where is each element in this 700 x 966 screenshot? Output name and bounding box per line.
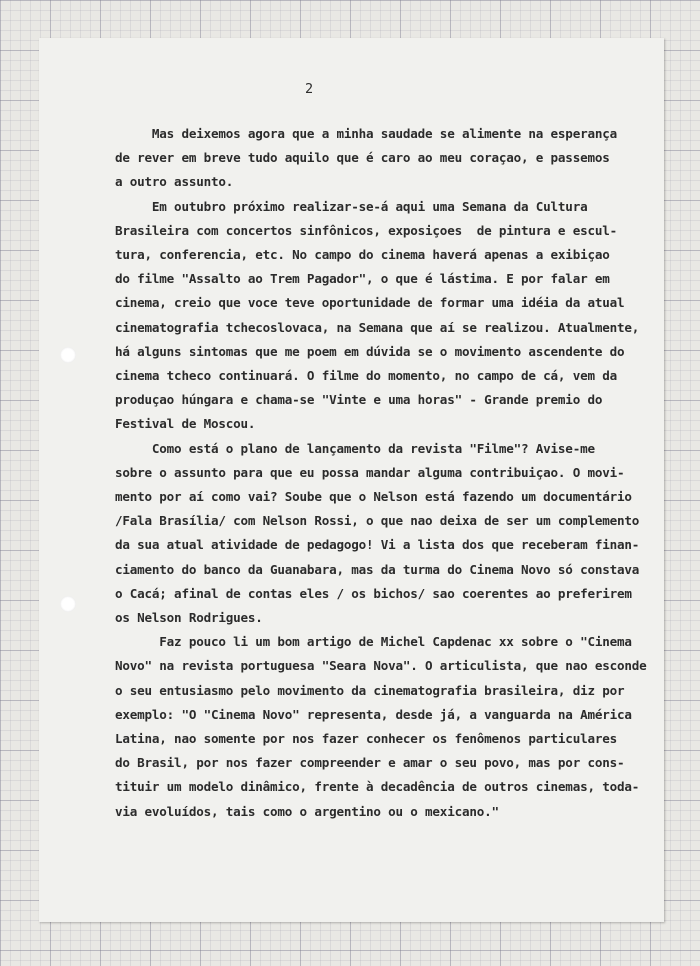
punch-hole-upper (60, 347, 76, 363)
text-line: Brasileira com concertos sinfônicos, exposiçoes de pintura e escul- (115, 222, 617, 238)
text-line: Festival de Moscou. (115, 416, 256, 432)
text-line: tura, conferencia, etc. No campo do cinema haverá apenas a exibiçao (115, 247, 610, 263)
text-line: há alguns sintomas que me poem em dúvida se o movimento ascendente do (115, 343, 625, 359)
text-line: do filme "Assalto ao Trem Pagador", o que é lástima. E por falar em (115, 271, 610, 287)
text-line: cinema, creio que voce teve oportunidade de formar uma idéia da atual (115, 295, 625, 311)
text-line: a outro assunto. (115, 174, 234, 190)
punch-hole-lower (60, 596, 76, 612)
text-line: de rever em breve tudo aquilo que é caro ao meu coraçao, e passemos (115, 150, 610, 166)
text-line: Latina, nao somente por nos fazer conhecer os fenômenos particulares (115, 731, 617, 747)
text-line: ciamento do banco da Guanabara, mas da turma do Cinema Novo só constava (115, 561, 640, 577)
text-line: produçao húngara e chama-se "Vinte e uma horas" - Grande premio do (115, 392, 603, 408)
letter-body (115, 122, 645, 824)
text-line: o Cacá; afinal de contas eles / os bichos/ sao coerentes ao preferirem (115, 585, 632, 601)
text-line: mento por aí como vai? Soube que o Nelson está fazendo um documentário (115, 489, 632, 505)
text-line: cinematografia tchecoslovaca, na Semana que aí se realizou. Atualmente, (115, 319, 640, 335)
page-number: 2 (305, 81, 314, 97)
text-line: Mas deixemos agora que a minha saudade se alimente na esperança (115, 126, 617, 141)
text-line: exemplo: "O "Cinema Novo" representa, desde já, a vanguarda na América (115, 706, 632, 722)
text-line: do Brasil, por nos fazer compreender e amar o seu povo, mas por cons- (115, 755, 625, 771)
text-line: o seu entusiasmo pelo movimento da cinematografia brasileira, diz por (115, 682, 625, 698)
text-line: Em outubro próximo realizar-se-á aqui uma Semana da Cultura (115, 198, 588, 214)
text-line: Novo" na revista portuguesa "Seara Nova". O articulista, que nao esconde (115, 658, 647, 674)
text-line: Como está o plano de lançamento da revista "Filme"? Avise-me (115, 440, 595, 456)
text-line: os Nelson Rodrigues. (115, 610, 263, 626)
text-line: da sua atual atividade de pedagogo! Vi a lista dos que receberam finan- (115, 537, 640, 553)
text-line: Faz pouco li um bom artigo de Michel Capdenac xx sobre o "Cinema (115, 634, 632, 650)
text-line: /Fala Brasília/ com Nelson Rossi, o que nao deixa de ser um complemento (115, 513, 640, 529)
text-line: sobre o assunto para que eu possa mandar alguma contribuiçao. O movi- (115, 464, 625, 480)
text-line: tituir um modelo dinâmico, frente à decadência de outros cinemas, toda- (115, 779, 640, 795)
text-line: cinema tcheco continuará. O filme do momento, no campo de cá, vem da (115, 368, 617, 384)
text-line: via evoluídos, tais como o argentino ou o mexicano." (115, 803, 499, 819)
